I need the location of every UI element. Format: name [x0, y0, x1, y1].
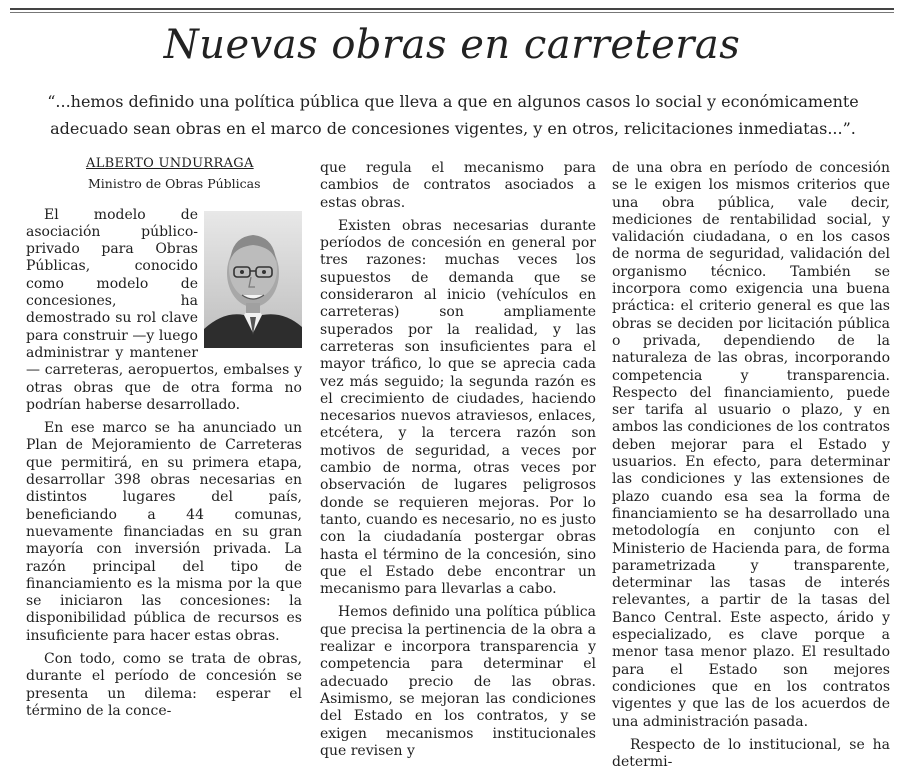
portrait-photo	[204, 211, 302, 348]
top-rule-thin	[10, 12, 894, 13]
article-title: Nuevas obras en carreteras	[163, 22, 741, 68]
author-name: ALBERTO UNDURRAGA	[86, 156, 254, 171]
col3-paragraph-2: Respecto de lo institucional, se ha determi-	[612, 736, 890, 771]
col3-paragraph-1: de una obra en período de concesión se le exigen los mismos criterios que una obra pública, vale decir, mediciones de rentabilidad social, y validación ciudadana, o en los casos de norma de seguridad, validación del organismo técnico. También se incorpora como exigencia una buena práctica: el criterio general es que las obras se deciden por licitación pública o privada, dependiendo de la naturaleza de las obras, incorporando competencia y transparencia. Respecto del financiamiento, puede ser tarifa al usuario o plazo, y en ambos las condiciones de los contratos deben mejorar para el Estado y usuarios. En efecto, para determinar las condiciones y las extensiones de plazo cuando esa sea la forma de financiamiento se ha desarrollado una metodología en conjunto con el Ministerio de Hacienda para, de forma parametrizada y transparente, determinar las tasas de interés relevantes, a partir de la tasas del Banco Central. Este aspecto, árido y especializado, es clave porque a menor tasa menor plazo. El resultado para el Estado son mejores condiciones que en los contratos vigentes y que las de los acuerdos de una administración pasada.	[612, 160, 890, 730]
article-column-3	[612, 160, 890, 771]
author-role: Ministro de Obras Públicas	[88, 176, 261, 192]
col2-paragraph-2: Existen obras necesarias durante períodos de concesión en general por tres razones: muchas veces los supuestos de demanda que se consideraron al inicio (vehículos en carreteras) son ampliamente superados por la realidad, y las carreteras son insuficientes para el mayor tráfico, lo que se aprecia cada vez más seguido; la segunda razón es el crecimiento de ciudades, haciendo necesarios nuevos atraviesos, enlaces, etcétera, y la tercera razón son motivos de seguridad, a veces por cambio de norma, otras veces por observación de lugares peligrosos donde se requieren mejoras. Por lo tanto, cuando es necesario, no es justo con la ciudadanía postergar obras hasta el término de la concesión, sino que el Estado debe encontrar un mecanismo para llevarlas a cabo.	[320, 217, 596, 598]
col2-paragraph-1: que regula el mecanismo para cambios de contratos asociados a estas obras.	[320, 160, 596, 211]
col2-paragraph-3: Hemos definido una política pública que precisa la pertinencia de la obra a realizar e incorpora transparencia y competencia para determinar el adecuado precio de las obras. Asimismo, se mejoran las condiciones del Estado en los contratos, y se exigen mecanismos institucionales que revisen y	[320, 604, 596, 759]
article-column-2	[320, 160, 596, 760]
col1-paragraph-1: El modelo de asociación público-privado para Obras Públicas, conocido como modelo de concesiones, ha demostrado su rol clave para construir —y luego administrar y mantener— carreteras, aeropuertos, embalses y otras obras que de otra forma no podrían haberse desarrollado.	[26, 206, 302, 413]
pull-quote: “...hemos definido una política pública que lleva a que en algunos casos lo social y económicamente adecuado sean obras en el marco de concesiones vigentes, y en otros, relicitaciones inmediatas...”.	[47, 92, 859, 138]
top-rule	[10, 8, 894, 10]
col1-paragraph-2: En ese marco se ha anunciado un Plan de Mejoramiento de Carreteras que permitirá, en su primera etapa, desarrollar 398 obras necesarias en distintos lugares del país, beneficiando a 44 comunas, nuevamente financiadas en su gran mayoría con inversión privada. La razón principal del tipo de financiamiento es la misma por la que se iniciaron las concesiones: la disponibilidad pública de recursos es insuficiente para hacer estas obras.	[26, 420, 302, 644]
portrait-svg	[204, 211, 302, 348]
col1-paragraph-3: Con todo, como se trata de obras, durante el período de concesión se presenta un dilema: esperar el término de la conce-	[26, 651, 302, 719]
article-column-1	[26, 155, 302, 720]
